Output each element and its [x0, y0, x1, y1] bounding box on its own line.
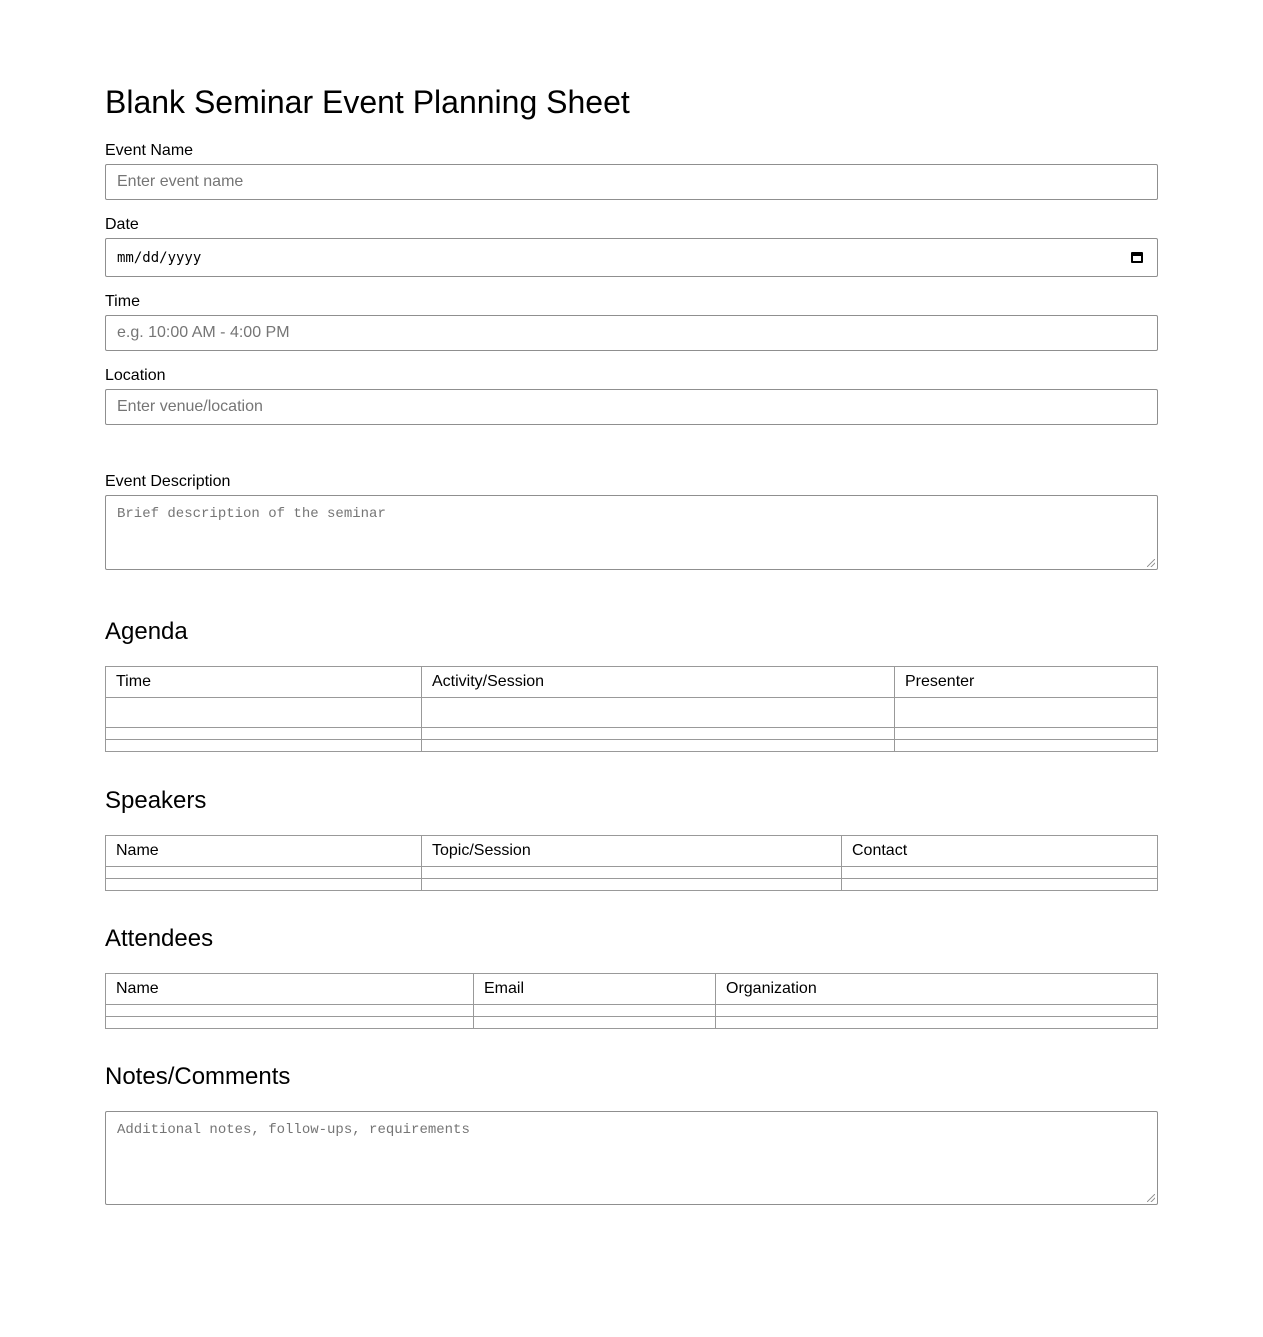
cell[interactable]	[895, 728, 1158, 740]
column-header: Name	[106, 836, 422, 867]
speakers-table	[105, 835, 1158, 891]
column-header: Topic/Session	[422, 836, 842, 867]
cell[interactable]	[474, 1017, 716, 1029]
cell[interactable]	[106, 867, 422, 879]
cell[interactable]	[716, 1005, 1158, 1017]
column-header: Name	[106, 974, 474, 1005]
table-row	[106, 867, 1158, 879]
cell[interactable]	[895, 740, 1158, 752]
column-header: Email	[474, 974, 716, 1005]
calendar-icon[interactable]	[1131, 252, 1143, 263]
date-label: Date	[105, 216, 139, 233]
table-row	[106, 1005, 1158, 1017]
cell[interactable]	[422, 728, 895, 740]
cell[interactable]	[716, 1017, 1158, 1029]
cell[interactable]	[106, 1017, 474, 1029]
description-textarea[interactable]	[105, 495, 1158, 570]
cell[interactable]	[422, 698, 895, 728]
time-label: Time	[105, 293, 140, 310]
table-row	[106, 740, 1158, 752]
cell[interactable]	[474, 1005, 716, 1017]
cell[interactable]	[422, 740, 895, 752]
notes-textarea[interactable]	[105, 1111, 1158, 1205]
date-placeholder: mm/dd/yyyy	[117, 249, 202, 266]
table-row	[106, 1017, 1158, 1029]
cell[interactable]	[895, 698, 1158, 728]
event-name-input[interactable]	[105, 164, 1158, 200]
time-input[interactable]	[105, 315, 1158, 351]
date-input[interactable]	[105, 238, 1158, 277]
description-placeholder: Brief description of the seminar	[117, 506, 386, 522]
time-placeholder: e.g. 10:00 AM - 4:00 PM	[117, 324, 290, 341]
table-row	[106, 728, 1158, 740]
cell[interactable]	[842, 867, 1158, 879]
attendees-table	[105, 973, 1158, 1029]
speakers-heading: Speakers	[105, 787, 207, 814]
notes-placeholder: Additional notes, follow-ups, requirements	[117, 1122, 470, 1138]
resize-handle-icon[interactable]	[1147, 559, 1155, 567]
cell[interactable]	[106, 879, 422, 891]
event-name-placeholder: Enter event name	[117, 173, 244, 190]
agenda-table	[105, 666, 1158, 752]
table-row	[106, 879, 1158, 891]
column-header: Activity/Session	[422, 667, 895, 698]
cell[interactable]	[106, 728, 422, 740]
cell[interactable]	[842, 879, 1158, 891]
agenda-heading: Agenda	[105, 618, 188, 645]
resize-handle-icon[interactable]	[1147, 1194, 1155, 1202]
notes-heading: Notes/Comments	[105, 1063, 291, 1090]
cell[interactable]	[106, 1005, 474, 1017]
column-header: Time	[106, 667, 422, 698]
location-placeholder: Enter venue/location	[117, 398, 263, 415]
column-header: Contact	[842, 836, 1158, 867]
page-title: Blank Seminar Event Planning Sheet	[105, 84, 630, 120]
table-row	[106, 698, 1158, 728]
event-name-label: Event Name	[105, 142, 194, 159]
cell[interactable]	[422, 879, 842, 891]
cell[interactable]	[106, 740, 422, 752]
cell[interactable]	[106, 698, 422, 728]
cell[interactable]	[422, 867, 842, 879]
column-header: Organization	[716, 974, 1158, 1005]
column-header: Presenter	[895, 667, 1158, 698]
location-input[interactable]	[105, 389, 1158, 425]
attendees-heading: Attendees	[105, 925, 214, 952]
location-label: Location	[105, 367, 166, 384]
description-label: Event Description	[105, 473, 231, 490]
